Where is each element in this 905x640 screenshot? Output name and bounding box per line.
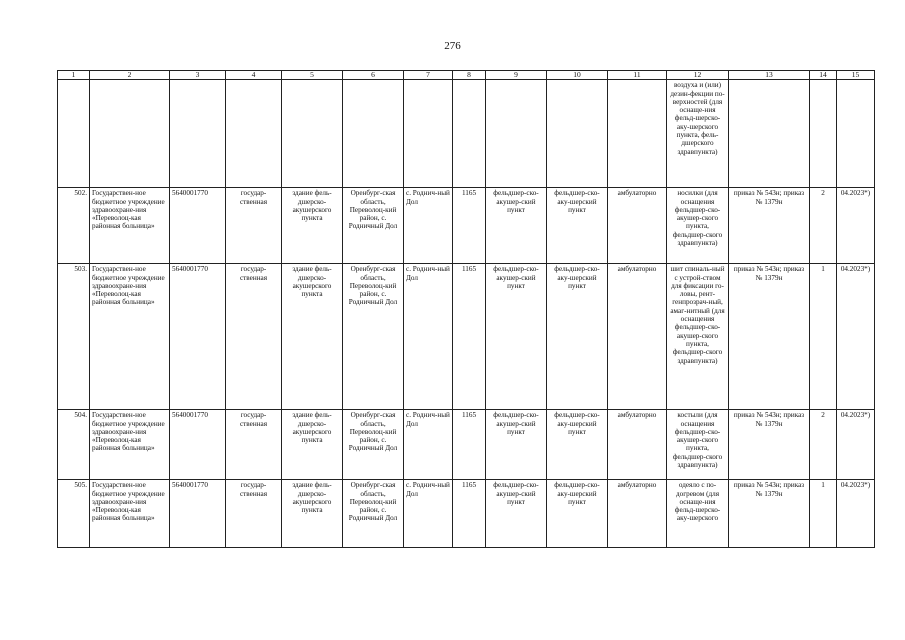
care-cell: амбулаторно xyxy=(608,188,667,264)
settlement-cell: с. Роднич-ный Дол xyxy=(404,410,453,480)
care-cell: амбулаторно xyxy=(608,410,667,480)
organization-cell: Государствен-ное бюджетное учреждение здравоохране-ния «Переволоц-кая районная больница» xyxy=(90,480,170,548)
unit-type-cell: фельдшер-ско-акушер-ский пункт xyxy=(486,410,547,480)
inn-cell: 5640001770 xyxy=(170,264,226,410)
column-number-row xyxy=(58,71,875,80)
unit-type-cell: фельдшер-ско-акушер-ский пункт xyxy=(486,188,547,264)
building-cell: здание фель-дшерско-акушерского пункта xyxy=(282,410,343,480)
care-cell: амбулаторно xyxy=(608,264,667,410)
quantity-cell: 1 xyxy=(810,264,837,410)
address-cell: Оренбург-ская область, Переволоц-кий район, с. Родничный Дол xyxy=(343,264,404,410)
code-cell: 1165 xyxy=(453,410,486,480)
address-cell: Оренбург-ская область, Переволоц-кий район, с. Родничный Дол xyxy=(343,188,404,264)
column-number: 9 xyxy=(486,71,547,80)
date-cell: 04.2023*) xyxy=(837,188,875,264)
date-cell: 04.2023*) xyxy=(837,410,875,480)
unit-cell: фельдшер-ско-аку-шерский пункт xyxy=(547,410,608,480)
order-cell: приказ № 543н; приказ № 1379н xyxy=(729,410,810,480)
unit-type-cell: фельдшер-ско-акушер-ский пункт xyxy=(486,264,547,410)
row-number: 502. xyxy=(58,188,90,264)
settlement-cell: с. Роднич-ный Дол xyxy=(404,264,453,410)
column-number: 8 xyxy=(453,71,486,80)
date-cell: 04.2023*) xyxy=(837,480,875,548)
equipment-cell: костыли (для оснащения фельдшер-ско-акушер-ского пункта, фельдшер-ского здравпункта) xyxy=(667,410,729,480)
quantity-cell: 1 xyxy=(810,480,837,548)
date-cell: 04.2023*) xyxy=(837,264,875,410)
building-cell: здание фель-дшерско-акушерского пункта xyxy=(282,188,343,264)
continuation-row xyxy=(58,80,875,188)
column-number: 3 xyxy=(170,71,226,80)
address-cell: Оренбург-ская область, Переволоц-кий район, с. Родничный Дол xyxy=(343,480,404,548)
equipment-cell: воздуха и (или) дезин-фекции по-верхностей (для оснаще-ния фельд-шерско-аку-шерского пункта, фель-дшерского здравпункта) xyxy=(667,80,729,188)
table-row xyxy=(58,264,875,410)
column-number: 6 xyxy=(343,71,404,80)
column-number: 11 xyxy=(608,71,667,80)
column-number: 14 xyxy=(810,71,837,80)
code-cell: 1165 xyxy=(453,264,486,410)
organization-cell: Государствен-ное бюджетное учреждение здравоохране-ния «Переволоц-кая районная больница» xyxy=(90,188,170,264)
quantity-cell: 2 xyxy=(810,188,837,264)
registry-table xyxy=(57,70,875,548)
row-number: 503. xyxy=(58,264,90,410)
page-number: 276 xyxy=(444,40,461,52)
table-row xyxy=(58,480,875,548)
address-cell: Оренбург-ская область, Переволоц-кий район, с. Родничный Дол xyxy=(343,410,404,480)
order-cell: приказ № 543н; приказ № 1379н xyxy=(729,480,810,548)
unit-cell: фельдшер-ско-аку-шерский пункт xyxy=(547,264,608,410)
code-cell: 1165 xyxy=(453,188,486,264)
building-cell: здание фель-дшерско-акушерского пункта xyxy=(282,264,343,410)
settlement-cell: с. Роднич-ный Дол xyxy=(404,480,453,548)
organization-cell: Государствен-ное бюджетное учреждение здравоохране-ния «Переволоц-кая районная больница» xyxy=(90,264,170,410)
column-number: 2 xyxy=(90,71,170,80)
inn-cell: 5640001770 xyxy=(170,410,226,480)
quantity-cell: 2 xyxy=(810,410,837,480)
order-cell: приказ № 543н; приказ № 1379н xyxy=(729,188,810,264)
ownership-cell: государ-ственная xyxy=(226,188,282,264)
ownership-cell: государ-ственная xyxy=(226,410,282,480)
column-number: 13 xyxy=(729,71,810,80)
care-cell: амбулаторно xyxy=(608,480,667,548)
equipment-cell: шит спиналь-ный с устрой-ством для фиксации го-ловы, рент-генпрозрач-ный, амаг-нитный (для оснащения фельдшер-ско-акушер-ского пункта, фельдшер-ского здравпункта) xyxy=(667,264,729,410)
column-number: 7 xyxy=(404,71,453,80)
column-number: 4 xyxy=(226,71,282,80)
inn-cell: 5640001770 xyxy=(170,480,226,548)
ownership-cell: государ-ственная xyxy=(226,480,282,548)
column-number: 5 xyxy=(282,71,343,80)
code-cell: 1165 xyxy=(453,480,486,548)
building-cell: здание фель-дшерско-акушерского пункта xyxy=(282,480,343,548)
unit-type-cell: фельдшер-ско-акушер-ский пункт xyxy=(486,480,547,548)
ownership-cell: государ-ственная xyxy=(226,264,282,410)
equipment-cell: одеяло с по-догревом (для оснаще-ния фельд-шерско-аку-шерского xyxy=(667,480,729,548)
equipment-cell: носилки (для оснащения фельдшер-ско-акушер-ского пункта, фельдшер-ского здравпункта) xyxy=(667,188,729,264)
table-row xyxy=(58,188,875,264)
row-number: 504. xyxy=(58,410,90,480)
column-number: 10 xyxy=(547,71,608,80)
row-number: 505. xyxy=(58,480,90,548)
table-row xyxy=(58,410,875,480)
order-cell: приказ № 543н; приказ № 1379н xyxy=(729,264,810,410)
organization-cell: Государствен-ное бюджетное учреждение здравоохране-ния «Переволоц-кая районная больница» xyxy=(90,410,170,480)
inn-cell: 5640001770 xyxy=(170,188,226,264)
column-number: 15 xyxy=(837,71,875,80)
unit-cell: фельдшер-ско-аку-шерский пункт xyxy=(547,188,608,264)
settlement-cell: с. Роднич-ный Дол xyxy=(404,188,453,264)
column-number: 12 xyxy=(667,71,729,80)
column-number: 1 xyxy=(58,71,90,80)
unit-cell: фельдшер-ско-аку-шерский пункт xyxy=(547,480,608,548)
